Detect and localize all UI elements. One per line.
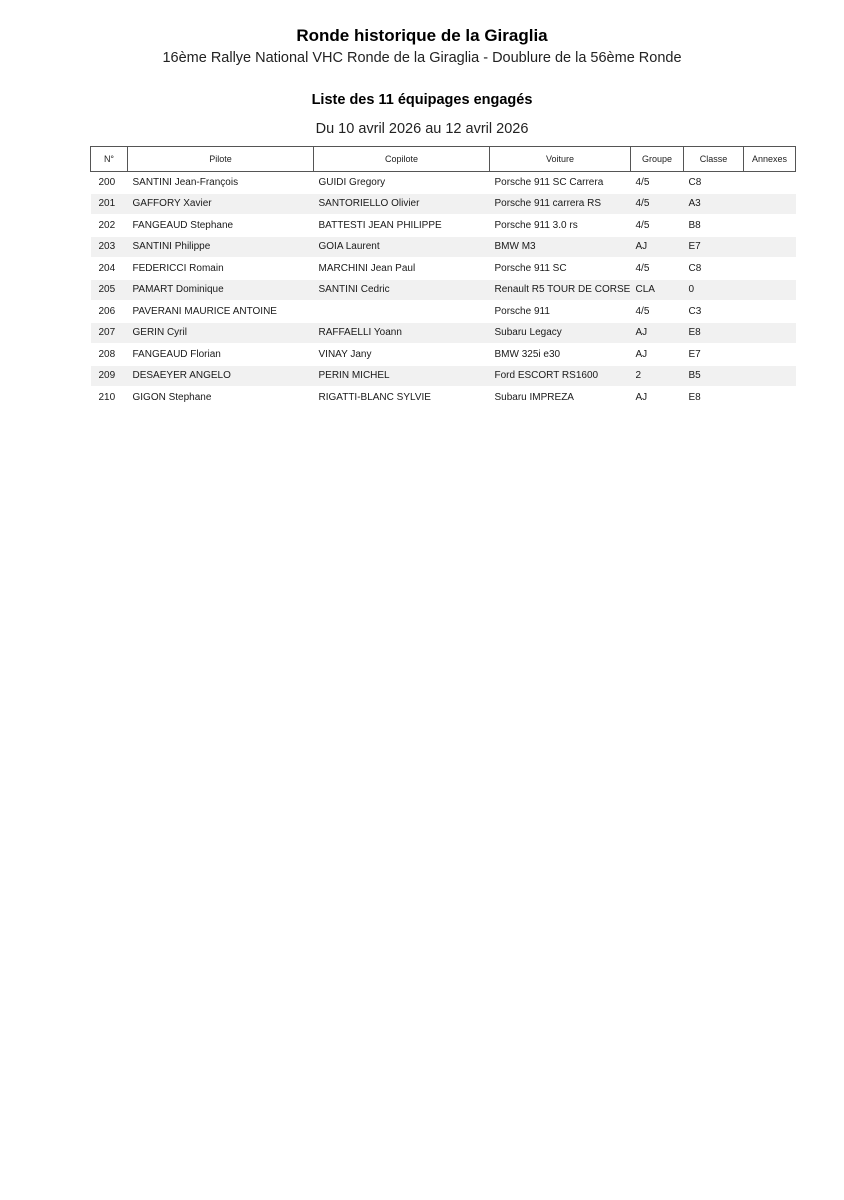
table-row [91,301,796,323]
cell-num: 204 [91,258,128,280]
column-header-classe: Classe [684,147,744,172]
cell-groupe: AJ [631,236,684,258]
cell-groupe: 2 [631,365,684,387]
cell-annexes [744,172,796,194]
cell-voiture: Porsche 911 [490,301,631,323]
cell-voiture: Ford ESCORT RS1600 [490,365,631,387]
table-row [91,258,796,280]
cell-num: 208 [91,344,128,366]
document-title: Ronde historique de la Giraglia [296,26,548,45]
column-header-pilote: Pilote [128,147,314,172]
cell-copilote: RIGATTI-BLANC SYLVIE [314,387,490,409]
cell-num: 200 [91,172,128,194]
cell-voiture: Porsche 911 SC Carrera [490,172,631,194]
cell-pilote: GERIN Cyril [128,322,314,344]
cell-voiture: Renault R5 TOUR DE CORSE [490,279,631,301]
cell-voiture: Porsche 911 carrera RS [490,193,631,215]
cell-groupe: 4/5 [631,172,684,194]
list-heading: Liste des 11 équipages engagés [311,92,533,108]
table-header-row [91,147,796,172]
table-row [91,236,796,258]
cell-pilote: FANGEAUD Stephane [128,215,314,237]
cell-voiture: Subaru IMPREZA [490,387,631,409]
cell-pilote: GIGON Stephane [128,387,314,409]
cell-annexes [744,279,796,301]
table-row [91,172,796,194]
table-body [91,172,796,409]
cell-num: 206 [91,301,128,323]
cell-copilote: RAFFAELLI Yoann [314,322,490,344]
cell-annexes [744,236,796,258]
table-row [91,365,796,387]
column-header-annexes: Annexes [744,147,796,172]
cell-num: 202 [91,215,128,237]
cell-num: 201 [91,193,128,215]
cell-groupe: 4/5 [631,258,684,280]
cell-voiture: Porsche 911 SC [490,258,631,280]
cell-annexes [744,322,796,344]
cell-annexes [744,193,796,215]
table-row [91,193,796,215]
cell-classe: C8 [684,172,744,194]
cell-classe: B5 [684,365,744,387]
cell-groupe: AJ [631,344,684,366]
column-header-num: N° [91,147,128,172]
entries-table [90,146,796,409]
cell-annexes [744,258,796,280]
cell-classe: A3 [684,193,744,215]
cell-copilote [314,301,490,323]
cell-voiture: Subaru Legacy [490,322,631,344]
cell-copilote: VINAY Jany [314,344,490,366]
cell-num: 209 [91,365,128,387]
cell-classe: B8 [684,215,744,237]
cell-num: 205 [91,279,128,301]
cell-pilote: FANGEAUD Florian [128,344,314,366]
cell-copilote: SANTINI Cedric [314,279,490,301]
document-subtitle: 16ème Rallye National VHC Ronde de la Giraglia - Doublure de la 56ème Ronde [162,50,682,66]
cell-classe: C3 [684,301,744,323]
cell-pilote: GAFFORY Xavier [128,193,314,215]
cell-copilote: BATTESTI JEAN PHILIPPE [314,215,490,237]
cell-voiture: BMW M3 [490,236,631,258]
cell-groupe: 4/5 [631,301,684,323]
cell-copilote: GUIDI Gregory [314,172,490,194]
cell-classe: E8 [684,322,744,344]
table-row [91,322,796,344]
cell-annexes [744,387,796,409]
cell-copilote: SANTORIELLO Olivier [314,193,490,215]
cell-num: 207 [91,322,128,344]
cell-pilote: DESAEYER ANGELO [128,365,314,387]
column-header-groupe: Groupe [631,147,684,172]
table-row [91,279,796,301]
column-header-voiture: Voiture [490,147,631,172]
cell-copilote: PERIN MICHEL [314,365,490,387]
cell-groupe: CLA [631,279,684,301]
cell-voiture: Porsche 911 3.0 rs [490,215,631,237]
cell-num: 210 [91,387,128,409]
cell-annexes [744,301,796,323]
cell-pilote: SANTINI Philippe [128,236,314,258]
cell-classe: 0 [684,279,744,301]
cell-classe: E7 [684,344,744,366]
cell-groupe: AJ [631,322,684,344]
cell-classe: C8 [684,258,744,280]
cell-groupe: 4/5 [631,193,684,215]
cell-pilote: FEDERICCI Romain [128,258,314,280]
cell-classe: E8 [684,387,744,409]
table-row [91,344,796,366]
cell-pilote: PAMART Dominique [128,279,314,301]
cell-groupe: AJ [631,387,684,409]
column-header-copilote: Copilote [314,147,490,172]
cell-classe: E7 [684,236,744,258]
cell-voiture: BMW 325i e30 [490,344,631,366]
cell-copilote: MARCHINI Jean Paul [314,258,490,280]
cell-annexes [744,215,796,237]
cell-pilote: SANTINI Jean-François [128,172,314,194]
cell-num: 203 [91,236,128,258]
cell-annexes [744,344,796,366]
cell-copilote: GOIA Laurent [314,236,490,258]
table-row [91,387,796,409]
table-row [91,215,796,237]
cell-groupe: 4/5 [631,215,684,237]
cell-annexes [744,365,796,387]
date-range: Du 10 avril 2026 au 12 avril 2026 [315,121,529,137]
cell-pilote: PAVERANI MAURICE ANTOINE [128,301,314,323]
